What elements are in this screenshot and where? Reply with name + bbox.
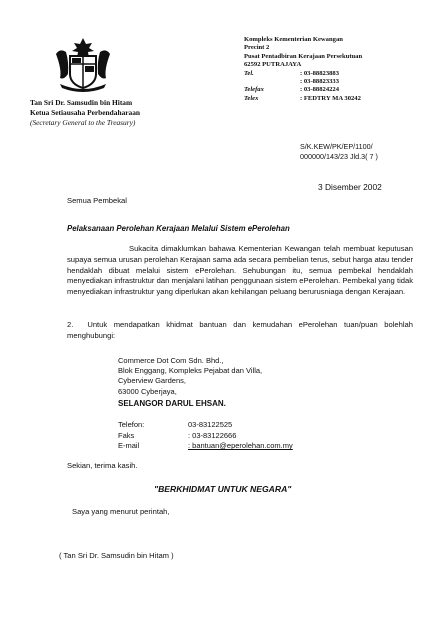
letter-date: 3 Disember 2002 (318, 182, 382, 192)
email-row: E-mail : bantuan@eperolehan.com.my (118, 441, 293, 451)
sender-block (30, 98, 140, 128)
company-contacts (118, 420, 293, 452)
salutation: Semua Pembekal (67, 196, 127, 205)
contact-row: Tel. : 03-88823883 (244, 69, 340, 77)
fax-row: Faks : 03-83122666 (118, 430, 237, 440)
yours-faithfully: Saya yang menurut perintah, (72, 507, 170, 516)
office-address (244, 36, 430, 103)
address-line: Precint 2 (244, 44, 270, 52)
company-state: SELANGOR DARUL EHSAN. (118, 398, 226, 408)
company-address: Commerce Dot Com Sdn. Bhd., Blok Enggang, Kompleks Pejabat dan Villa, Cyberview Gardens, 63000 Cyberjaya, SELANGOR DARUL EHSAN. (118, 356, 263, 408)
paragraph-1: Sukacita dimaklumkan bahawa Kementerian Kewangan telah membuat keputusan supaya semua urusan perolehan Kerajaan sama ada secara pembelian terus, sebut harga atau tender hendaklah dibuat melalui sistem ePerolehan. Sehubungan itu, semua pembekal hendaklah menyediakan infrastruktur dan menjalani latihan penggunaan sistem ePerolehan. Pembekal yang tidak menyediakan infrastruktur yang diperlukan akan kehilangan peluang berurusniaga dengan Kerajaan. (67, 244, 413, 297)
sender-title: Ketua Setiausaha Perbendaharaan (30, 108, 141, 117)
address-line: Pusat Pentadbiran Kerajaan Persekutuan (244, 52, 363, 60)
sender-title-english: (Secretary General to the Treasury) (30, 118, 136, 127)
closing-line: Sekian, terima kasih. (67, 461, 138, 470)
paragraph-2: 2. Untuk mendapatkan khidmat bantuan dan kemudahan ePerolehan tuan/puan bolehlah menghubungi: (67, 320, 413, 340)
address-line: 62592 PUTRAJAYA (244, 61, 302, 69)
company-name: Commerce Dot Com Sdn. Bhd., (118, 356, 224, 365)
email-link[interactable]: : bantuan@eperolehan.com.my (188, 441, 293, 451)
address-line: Kompleks Kementerian Kewangan (244, 36, 343, 43)
phone-row: Telefon: 03-83122525 (118, 420, 233, 429)
letter-subject: Pelaksanaan Perolehan Kerajaan Melalui Sistem ePerolehan (67, 224, 290, 233)
signatory-name: ( Tan Sri Dr. Samsudin bin Hitam ) (59, 551, 174, 560)
reference-number: S/K.KEW/PK/EP/1100/ 000000/143/23 Jld.3( 7 ) (300, 142, 378, 161)
sender-name: Tan Sri Dr. Samsudin bin Hitam (30, 98, 133, 107)
coat-of-arms-icon (52, 36, 114, 94)
contact-row: Telex : FEDTRY MA 30242 (244, 94, 361, 102)
contact-row: Telefax : 03-88824224 (244, 86, 340, 94)
motto: "BERKHIDMAT UNTUK NEGARA" (154, 484, 292, 494)
contact-row: : 03-88823333 (300, 78, 340, 86)
